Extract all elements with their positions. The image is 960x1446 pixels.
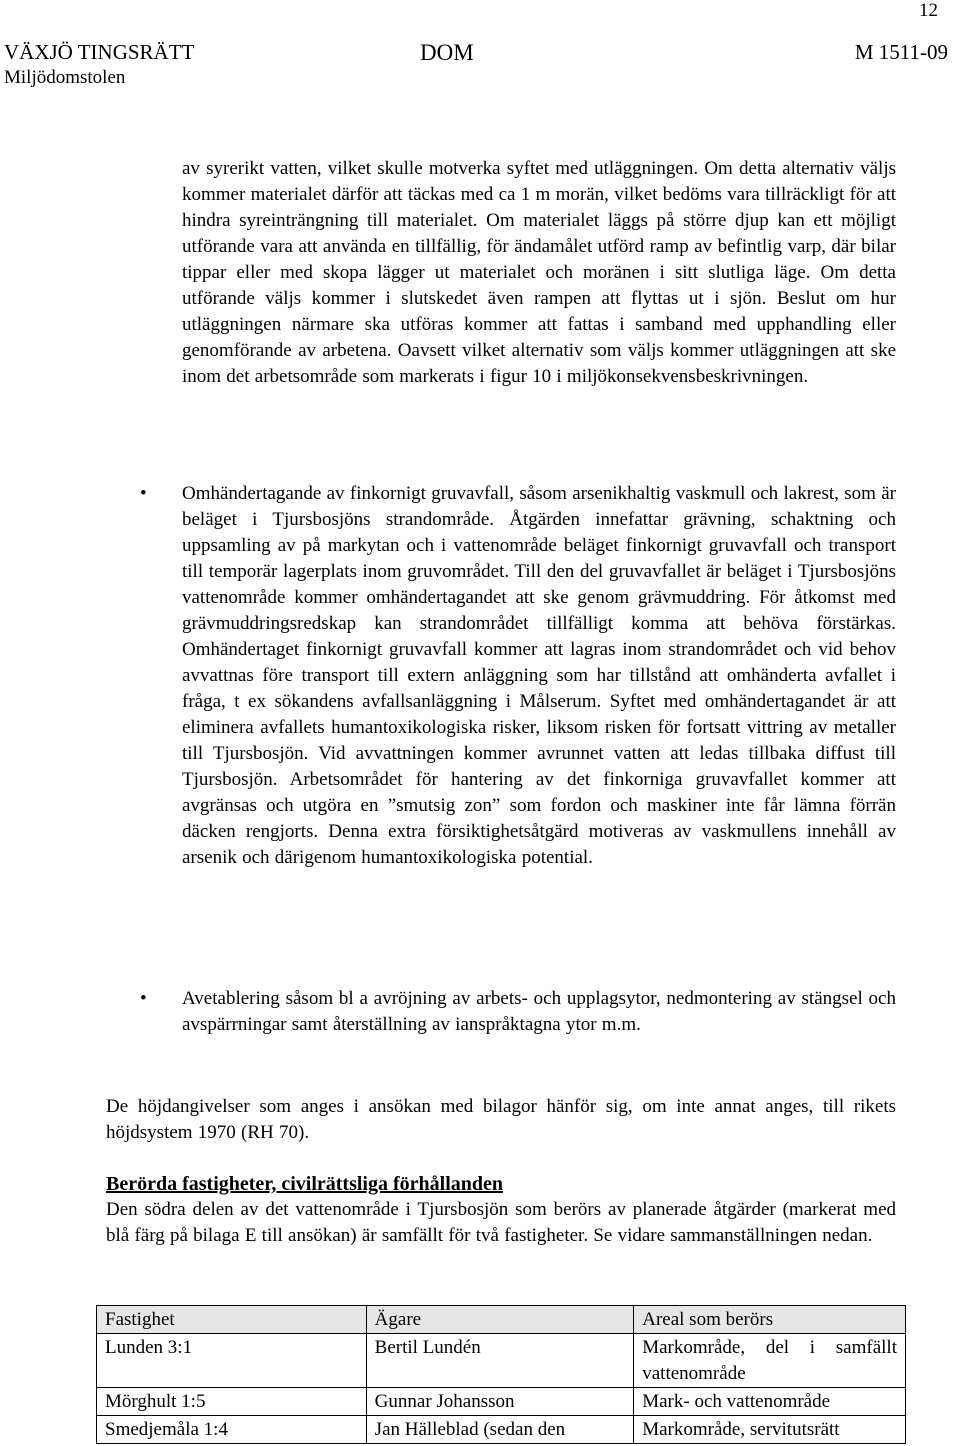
- table-cell: Lunden 3:1: [97, 1334, 367, 1388]
- property-table: [96, 1305, 906, 1444]
- table-cell: Mörghult 1:5: [97, 1388, 367, 1416]
- court-division: Miljödomstolen: [4, 67, 126, 88]
- bullet-icon: •: [140, 988, 147, 1009]
- court-name: VÄXJÖ TINGSRÄTT: [4, 40, 195, 64]
- table-cell: Gunnar Johansson: [366, 1388, 634, 1416]
- document-type: DOM: [420, 40, 474, 65]
- table-cell: Bertil Lundén: [366, 1334, 634, 1388]
- column-header-area: Areal som berörs: [634, 1306, 906, 1334]
- table-row: [97, 1334, 906, 1388]
- table-cell: Markområde, servitutsrätt: [634, 1416, 906, 1444]
- table-cell: Jan Hälleblad (sedan den: [366, 1416, 634, 1444]
- table-row: [97, 1416, 906, 1444]
- table-cell: Markområde, del i samfällt vattenområde: [634, 1334, 906, 1388]
- case-number: M 1511-09: [854, 40, 948, 64]
- table-header-row: [97, 1306, 906, 1334]
- table-cell: Mark- och vattenområde: [634, 1388, 906, 1416]
- page-number: 12: [919, 0, 938, 21]
- table-row: [97, 1388, 906, 1416]
- bullet-item-tailings-handling: Omhändertagande av finkornigt gruvavfall, såsom arsenikhaltig vaskmull och lakrest, som är beläget i Tjursbosjöns strandområde. Åtgärden innefattar grävning, schaktning och uppsamling av på markytan och i vattenområde beläget finkornigt gruvavfall och transport till temporär lagerplats inom gruvområdet. Till den del gruvavfallet är beläget i Tjursbosjöns vattenområde kommer omhändertagandet att ske genom grävmuddring. För åtkomst med grävmuddringsredskap kan strandområdet tillfälligt komma att behöva förstärkas. Omhändertaget finkornigt gruvavfall kommer att lagras inom strandområdet och vid behov avvattnas före transport till extern anläggning som har tillstånd att omhänderta avfallet i fråga, t ex sökandens avfallsanläggning i Målserum. Syftet med omhändertagandet är att eliminera avfallets humantoxikologiska risker, liksom risken för fortsatt vittring av metaller till Tjursbosjön. Vid avvattningen kommer avrunnet vatten att ledas tillbaka diffust till Tjursbosjön. Arbetsområdet för hantering av det finkorniga gruvavfallet kommer att avgränsas och utgöra en ”smutsig zon” som fordon och maskiner inte får lämna förrän däcken rengjorts. Denna extra försiktighetsåtgärd motiveras av vaskmullens innehåll av arsenik och därigenom humantoxikologiska potential.: [182, 483, 896, 868]
- section-heading: Berörda fastigheter, civilrättsliga förhållanden: [106, 1173, 503, 1195]
- continuation-paragraph: av syrerikt vatten, vilket skulle motverka syftet med utläggningen. Om detta alternativ väljs kommer materialet därför att täckas med ca 1 m morän, vilket bedöms vara tillräckligt för att hindra syreinträngning till materialet. Om materialet läggs på större djup kan ett möjligt utförande vara att använda en tillfällig, för ändamålet utförd ramp av befintlig varp, där bilar tippar eller med skopa lägger ut materialet och moränen i sitt slutliga läge. Om detta utförande väljs kommer i slutskedet även rampen att flyttas ut i sjön. Beslut om hur utläggningen närmare ska utföras kommer att fattas i samband med upphandling eller genomförande av arbetena. Oavsett vilket alternativ som väljs kommer utläggningen att ske inom det arbetsområde som markerats i figur 10 i miljökonsekvensbeskrivningen.: [182, 158, 896, 387]
- table-cell: Smedjemåla 1:4: [97, 1416, 367, 1444]
- height-system-paragraph: De höjdangivelser som anges i ansökan med bilagor hänför sig, om inte annat anges, till rikets höjdsystem 1970 (RH 70).: [106, 1096, 896, 1143]
- column-header-owner: Ägare: [366, 1306, 634, 1334]
- column-header-property: Fastighet: [97, 1306, 367, 1334]
- bullet-icon: •: [140, 483, 147, 504]
- section-paragraph: Den södra delen av det vattenområde i Tjursbosjön som berörs av planerade åtgärder (markerat med blå färg på bilaga E till ansökan) är samfällt för två fastigheter. Se vidare sammanställningen nedan.: [106, 1199, 896, 1246]
- bullet-item-demobilization: Avetablering såsom bl a avröjning av arbets- och upplagsytor, nedmontering av stängsel och avspärrningar samt återställning av ianspråktagna ytor m.m.: [182, 988, 896, 1035]
